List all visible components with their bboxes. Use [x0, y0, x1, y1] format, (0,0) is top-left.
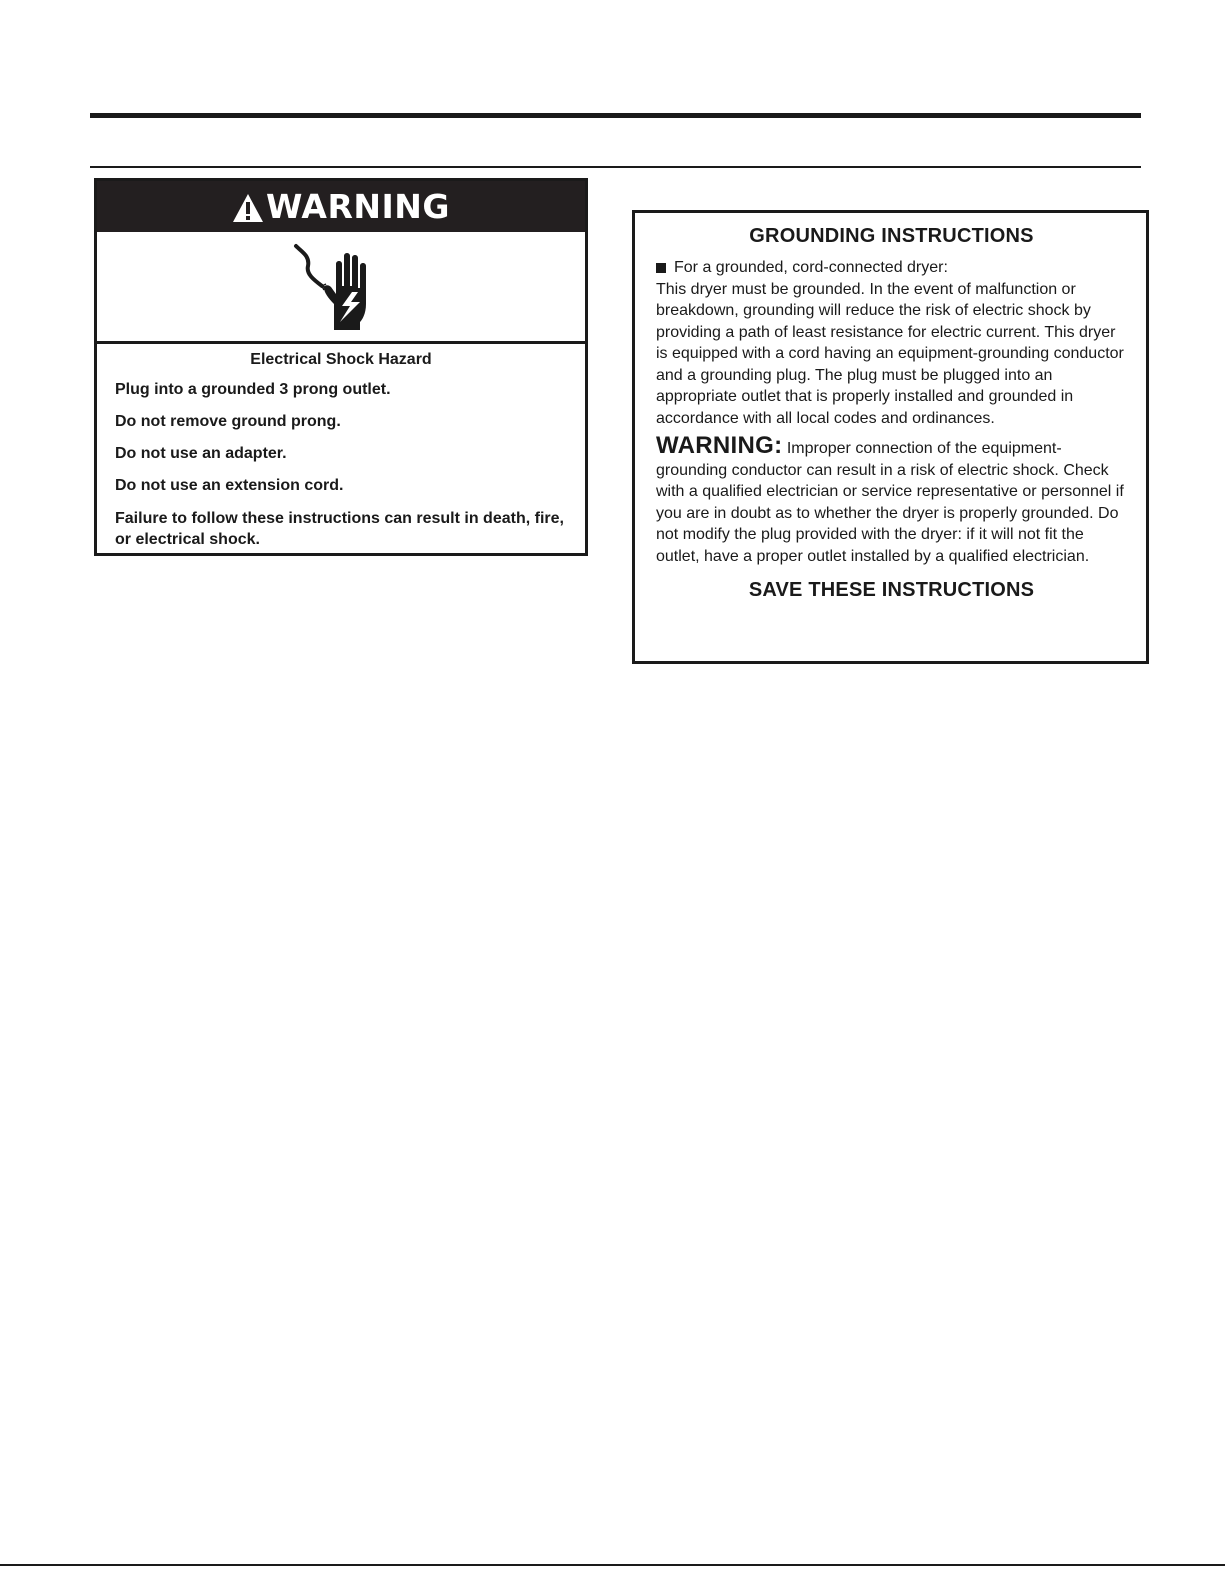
- warning-line-consequence: Failure to follow these instructions can result in death, fire, or electrical shock.: [115, 510, 564, 548]
- grounding-title: GROUNDING INSTRUCTIONS: [749, 225, 1034, 247]
- bottom-rule: [0, 1564, 1225, 1566]
- warning-line: Plug into a grounded 3 prong outlet.: [115, 381, 391, 398]
- grounding-paragraph: This dryer must be grounded. In the event of malfunction or breakdown, grounding will reduce the risk of electric shock by providing a path of least resistance for electric current. This dryer is equipped with a cord having an equipment-grounding conductor and a grounding plug. The plug must be plugged into an appropriate outlet that is properly installed and grounded in accordance with all local codes and ordinances.: [656, 280, 1124, 427]
- electrical-warning-box: [94, 178, 588, 556]
- square-bullet-icon: [656, 263, 666, 273]
- grounding-instructions-box: [632, 210, 1149, 664]
- warning-line: Do not use an extension cord.: [115, 477, 344, 494]
- grounding-warning-label: WARNING:: [656, 432, 783, 459]
- top-thin-rule: [90, 166, 1141, 168]
- warning-line: Do not use an adapter.: [115, 445, 287, 462]
- electrical-shock-hand-icon: [288, 242, 380, 334]
- warning-body: [97, 344, 585, 550]
- hazard-title: Electrical Shock Hazard: [250, 351, 432, 368]
- grounding-warning-text: Improper connection of the equipment-grounding conductor can result in a risk of electric shock. Check with a qualified electrician or service representative or personnel if you are in doubt as to whether the dryer is properly grounded. Do not modify the plug provided with the dryer: if it will not fit the outlet, have a proper outlet installed by a qualified electrician.: [656, 440, 1124, 565]
- warning-line: Do not remove ground prong.: [115, 413, 341, 430]
- grounding-warning-paragraph: [656, 432, 1127, 567]
- top-thick-rule: [90, 113, 1141, 118]
- grounding-bullet: [656, 257, 1127, 279]
- save-instructions-title: SAVE THESE INSTRUCTIONS: [748, 579, 1035, 601]
- warning-header: [97, 181, 585, 232]
- warning-triangle-icon: [232, 193, 264, 223]
- warning-pictogram-area: [97, 232, 585, 344]
- warning-title: WARNING: [266, 187, 450, 226]
- grounding-bullet-text: For a grounded, cord-connected dryer:: [674, 259, 948, 276]
